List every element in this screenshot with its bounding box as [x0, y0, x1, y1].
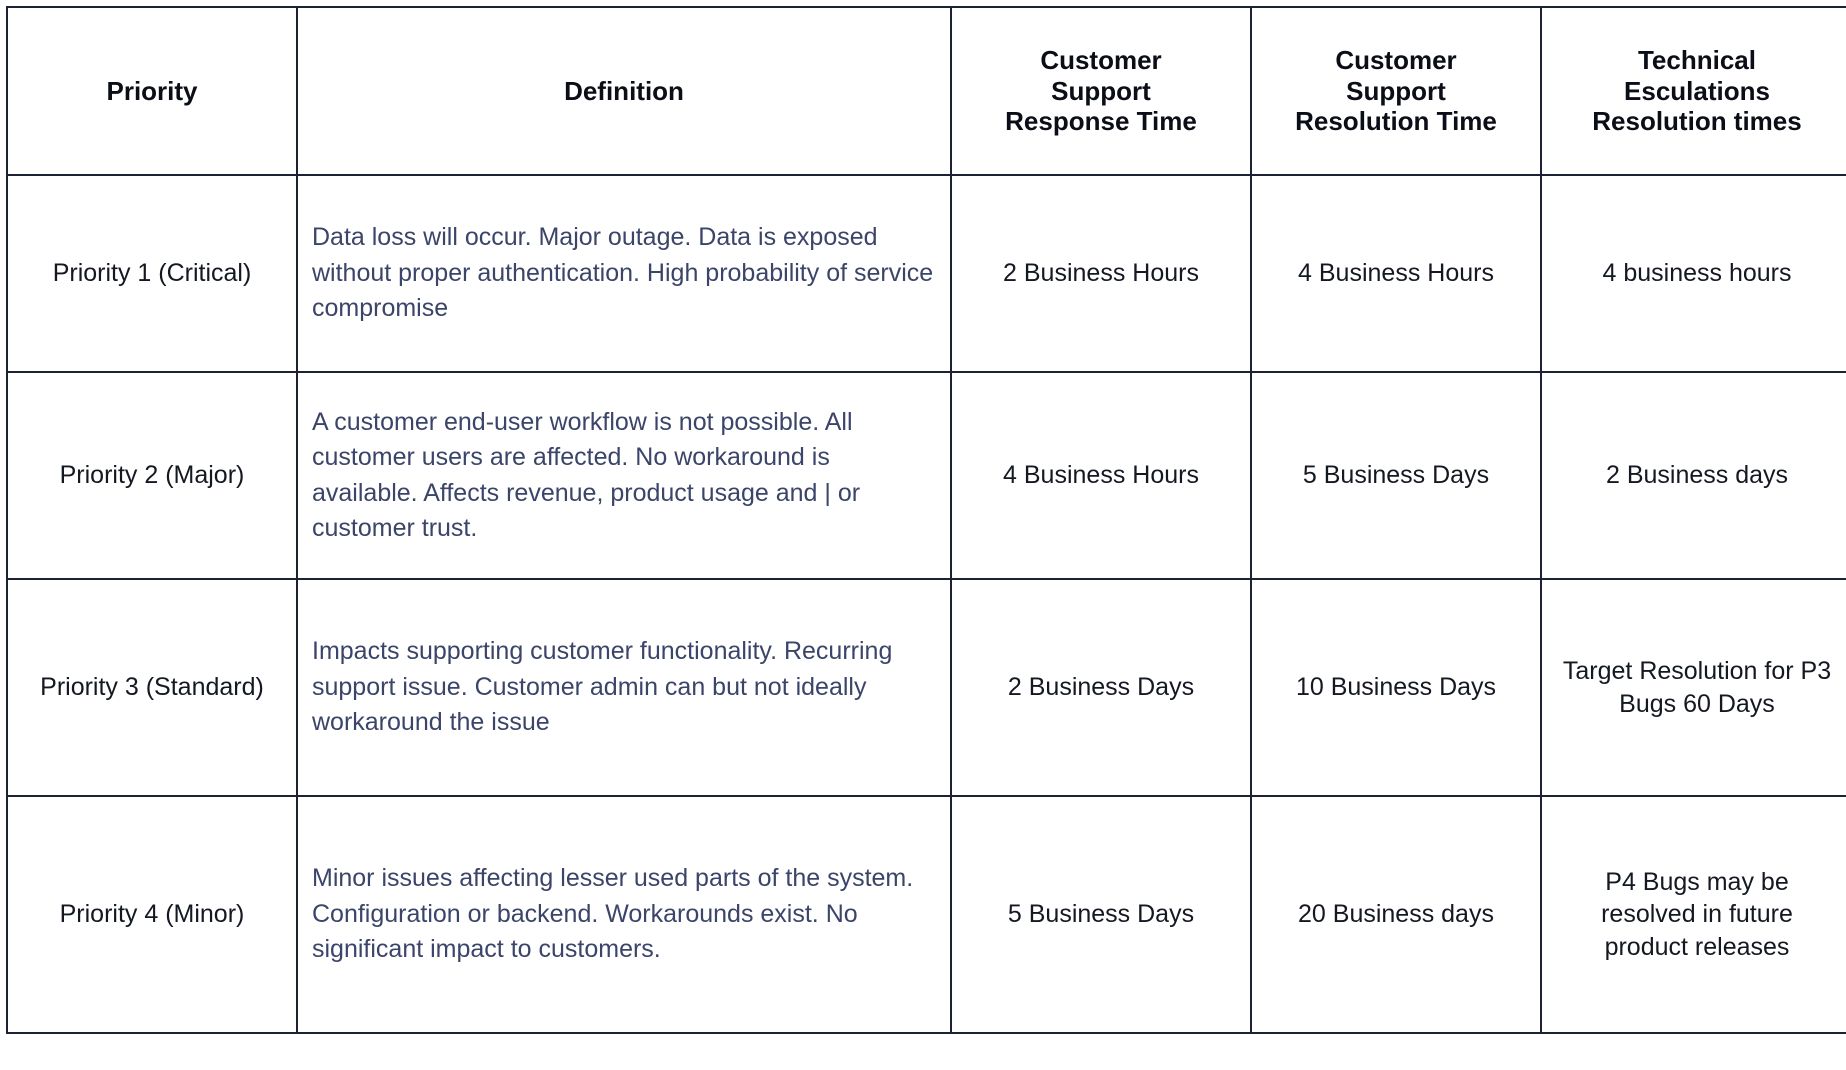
table-header	[7, 7, 1846, 175]
cell-definition: Impacts supporting customer functionality. Recurring support issue. Customer admin can but not ideally workaround the issue	[297, 579, 951, 796]
cell-response-time: 5 Business Days	[951, 796, 1251, 1033]
column-header-response-line-3: Response Time	[1005, 106, 1197, 137]
column-header-priority-line-1: Priority	[106, 75, 198, 106]
column-header-priority	[7, 7, 297, 175]
cell-resolution-time: 20 Business days	[1251, 796, 1541, 1033]
column-header-customer-support-response-time	[951, 7, 1251, 175]
column-header-definition-line-1: Definition	[564, 75, 684, 106]
cell-resolution-time: 4 Business Hours	[1251, 175, 1541, 372]
column-header-response-line-1: Customer	[1040, 44, 1162, 75]
cell-technical-escalation: P4 Bugs may be resolved in future product releases	[1541, 796, 1846, 1033]
column-header-resolution-line-1: Customer	[1335, 44, 1457, 75]
cell-priority: Priority 4 (Minor)	[7, 796, 297, 1033]
cell-definition: Data loss will occur. Major outage. Data is exposed without proper authentication. High probability of service compromise	[297, 175, 951, 372]
cell-technical-escalation: Target Resolution for P3 Bugs 60 Days	[1541, 579, 1846, 796]
cell-technical-escalation: 4 business hours	[1541, 175, 1846, 372]
column-header-customer-support-resolution-time	[1251, 7, 1541, 175]
table-header-row	[7, 7, 1846, 175]
column-header-technical-line-2: Esculations	[1624, 75, 1770, 106]
cell-definition: A customer end-user workflow is not possible. All customer users are affected. No workaround is available. Affects revenue, product usage and | or customer trust.	[297, 372, 951, 579]
cell-priority: Priority 3 (Standard)	[7, 579, 297, 796]
table-row	[7, 175, 1846, 372]
column-header-definition	[297, 7, 951, 175]
cell-resolution-time: 10 Business Days	[1251, 579, 1541, 796]
cell-definition: Minor issues affecting lesser used parts of the system. Configuration or backend. Workarounds exist. No significant impact to customers.	[297, 796, 951, 1033]
cell-priority: Priority 2 (Major)	[7, 372, 297, 579]
cell-priority: Priority 1 (Critical)	[7, 175, 297, 372]
cell-technical-escalation: 2 Business days	[1541, 372, 1846, 579]
table-row	[7, 579, 1846, 796]
cell-response-time: 4 Business Hours	[951, 372, 1251, 579]
column-header-technical-line-3: Resolution times	[1592, 106, 1802, 137]
table-row	[7, 372, 1846, 579]
column-header-resolution-line-3: Resolution Time	[1295, 106, 1497, 137]
column-header-resolution-line-2: Support	[1346, 75, 1446, 106]
column-header-technical-escalations-resolution-times	[1541, 7, 1846, 175]
column-header-response-line-2: Support	[1051, 75, 1151, 106]
cell-resolution-time: 5 Business Days	[1251, 372, 1541, 579]
column-header-technical-line-1: Technical	[1637, 44, 1756, 75]
table-row	[7, 796, 1846, 1033]
cell-response-time: 2 Business Hours	[951, 175, 1251, 372]
sla-priority-table	[6, 6, 1846, 1034]
cell-response-time: 2 Business Days	[951, 579, 1251, 796]
table-body	[7, 175, 1846, 1033]
